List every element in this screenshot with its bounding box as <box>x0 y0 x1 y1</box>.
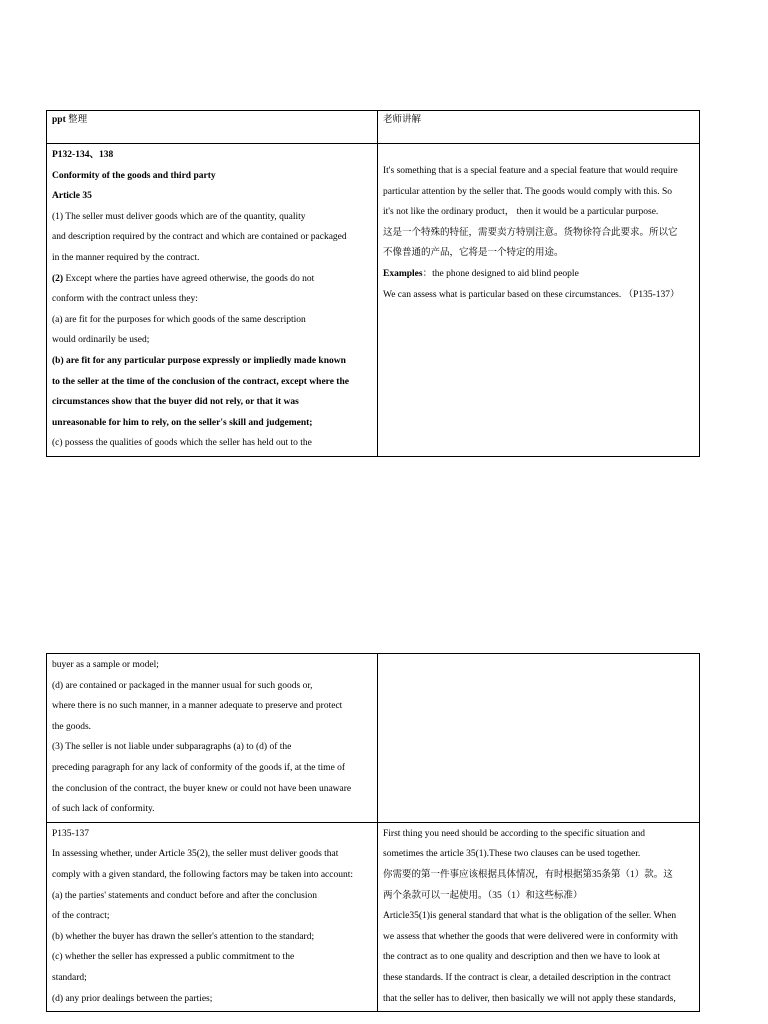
text-line: particular attention by the seller that. The goods would comply with this. So <box>383 186 672 197</box>
text-line: these standards. If the contract is clear, a detailed description in the contract <box>383 972 671 983</box>
text-line: (a) are fit for the purposes for which goods of the same description <box>52 314 306 325</box>
text-line: P135-137 <box>52 828 89 839</box>
text-line: (c) possess the qualities of goods which the seller has held out to the <box>52 438 312 449</box>
text-line: standard; <box>52 972 87 983</box>
header-cell-teacher <box>378 111 700 144</box>
notes-table-1 <box>46 110 700 457</box>
article35-continued-cell <box>47 654 378 823</box>
text-line: (3) The seller is not liable under subparagraphs (a) to (d) of the <box>52 742 292 753</box>
text-line: It's something that is a special feature and a special feature that would require <box>383 166 678 176</box>
text-line: would ordinarily be used; <box>52 335 150 346</box>
text-line <box>383 264 695 285</box>
text-line <box>52 269 373 290</box>
line-rest: ：the phone designed to aid blind people <box>422 268 579 279</box>
text-line: that the seller has to deliver, then basically we will not apply these standards, <box>383 993 676 1004</box>
text-line: (1) The seller must deliver goods which are of the quantity, quality <box>52 211 306 222</box>
table-header-row <box>47 111 700 144</box>
bold-prefix: Examples <box>383 268 423 279</box>
text-line: we assess that whether the goods that were delivered were in conformity with <box>383 931 678 942</box>
text-line: unreasonable for him to rely, on the seller's skill and judgement; <box>52 417 313 428</box>
line-rest: Except where the parties have agreed otherwise, the goods do not <box>63 273 315 284</box>
text-line: conform with the contract unless they: <box>52 294 198 305</box>
text-line: 两个条款可以一起使用。（35（1）和这些标准） <box>383 890 583 901</box>
text-line: 不像普通的产品，它将是一个特定的用途。 <box>383 248 564 259</box>
text-line: 你需要的第一件事应该根据具体情况，有时根据第35条第（1）款。这 <box>383 869 673 880</box>
text-line: (b) are fit for any particular purpose expressly or impliedly made known <box>52 355 346 366</box>
text-line: where there is no such manner, in a manner adequate to preserve and protect <box>52 701 343 712</box>
text-line: P132-134、138 <box>52 150 114 160</box>
header-cell-ppt <box>47 111 378 144</box>
article35-text-cell <box>47 144 378 457</box>
header-ppt-label: ppt <box>52 115 66 125</box>
table-row <box>47 654 700 823</box>
text-line: it's not like the ordinary product， then it would be a particular purpose. <box>383 207 659 218</box>
table-row <box>47 144 700 457</box>
empty-explanation-cell <box>378 654 700 823</box>
text-line: the goods. <box>52 721 92 732</box>
standards-explanation-cell <box>378 822 700 1011</box>
text-line: buyer as a sample or model; <box>52 660 159 670</box>
table-row <box>47 822 700 1011</box>
text-line: (d) are contained or packaged in the manner usual for such goods or, <box>52 680 313 691</box>
header-teacher-label: 老师讲解 <box>383 115 422 125</box>
standards-factors-cell <box>47 822 378 1011</box>
notes-table-2 <box>46 653 700 1012</box>
text-line: (b) whether the buyer has drawn the seller's attention to the standard; <box>52 931 315 942</box>
text-line: (a) the parties' statements and conduct before and after the conclusion <box>52 890 317 901</box>
text-line: circumstances show that the buyer did not rely, or that it was <box>52 397 299 408</box>
text-line: in the manner required by the contract. <box>52 252 200 263</box>
text-line: the contract as to one quality and description and then we have to look at <box>383 952 660 963</box>
header-ppt-rest: 整理 <box>65 115 88 125</box>
text-line: of such lack of conformity. <box>52 804 155 815</box>
text-line: sometimes the article 35(1).These two clauses can be used together. <box>383 849 641 860</box>
text-line: preceding paragraph for any lack of conformity of the goods if, at the time of <box>52 762 346 773</box>
text-line: Article 35 <box>52 191 92 202</box>
text-line: the conclusion of the contract, the buyer knew or could not have been unaware <box>52 783 352 794</box>
text-line: Article35(1)is general standard that what is the obligation of the seller. When <box>383 911 677 922</box>
text-line: of the contract; <box>52 911 110 922</box>
bold-prefix: (2) <box>52 273 64 284</box>
text-line: Conformity of the goods and third party <box>52 170 216 181</box>
text-line: and description required by the contract and which are contained or packaged <box>52 232 347 243</box>
text-line: to the seller at the time of the conclusion of the contract, except where the <box>52 376 349 387</box>
text-line: 这是一个特殊的特征，需要卖方特别注意。货物徐符合此要求。所以它 <box>383 227 678 238</box>
text-line: (d) any prior dealings between the parties; <box>52 993 213 1004</box>
explanation-cell <box>378 144 700 457</box>
text-line: (c) whether the seller has expressed a public commitment to the <box>52 952 295 963</box>
text-line: In assessing whether, under Article 35(2), the seller must deliver goods that <box>52 849 339 860</box>
text-line: We can assess what is particular based on these circumstances. （P135-137） <box>383 289 680 300</box>
text-line: comply with a given standard, the following factors may be taken into account: <box>52 869 354 880</box>
text-line: First thing you need should be according to the specific situation and <box>383 828 645 839</box>
